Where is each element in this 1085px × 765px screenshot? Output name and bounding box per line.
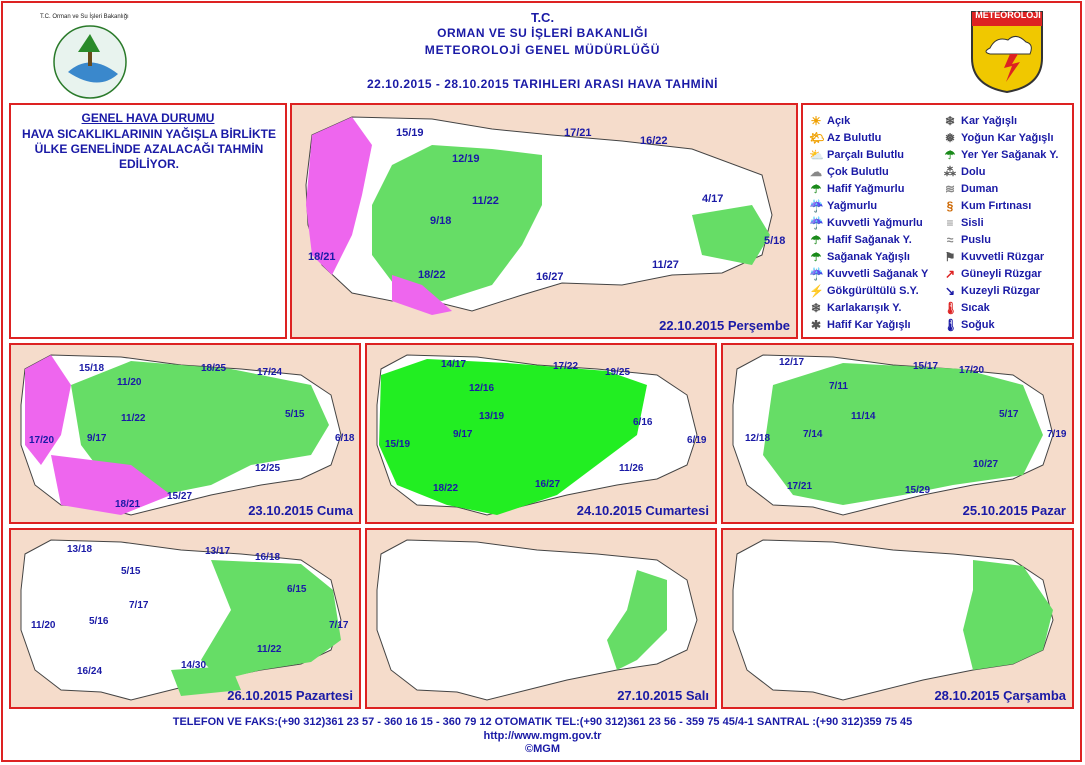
legend-item-snow	[943, 113, 1017, 129]
smoke-icon: ≋	[944, 182, 956, 196]
temp-label: 11/26	[619, 463, 644, 474]
temp-label: 12/25	[255, 463, 281, 474]
strong-wind-icon: ⚑	[944, 250, 956, 264]
legend-item-smoke	[943, 181, 998, 197]
legend-label: Kuvvetli Rüzgar	[961, 251, 1045, 263]
temp-label: 14/30	[181, 660, 207, 671]
turkey-map-day5	[11, 530, 359, 707]
map-date-day3: 24.10.2015 Cumartesi	[576, 503, 709, 518]
legend-label: Sıcak	[961, 302, 990, 314]
hot-thermometer-icon: 🌡	[943, 301, 959, 315]
legend-label: Çok Bulutlu	[827, 166, 889, 178]
shower-icon: ☂	[810, 250, 822, 264]
temp-label: 12/18	[745, 433, 771, 444]
temp-label: 17/24	[257, 367, 283, 378]
temp-label: 15/19	[396, 127, 424, 139]
temp-label: 13/19	[479, 411, 505, 422]
temp-label: 9/17	[87, 433, 107, 444]
temp-label: 6/15	[287, 584, 307, 595]
legend-item-north-wind	[943, 283, 1040, 299]
legend-label: Duman	[961, 183, 999, 195]
light-rain-icon: ☂	[810, 182, 822, 196]
legend-label: Kuvvetli Yağmurlu	[827, 217, 923, 229]
temp-label: 7/19	[1047, 429, 1067, 440]
website-link[interactable]: http://www.mgm.gov.tr	[483, 730, 602, 742]
temp-label: 14/17	[441, 359, 467, 370]
general-weather-box	[9, 103, 287, 339]
temp-label: 12/16	[469, 383, 495, 394]
legend-item-hot	[943, 300, 990, 316]
temp-label: 5/16	[89, 616, 109, 627]
header-forecast-range: 22.10.2015 - 28.10.2015 TARIHLERI ARASI HAVA TAHMİNİ	[367, 77, 718, 91]
legend-label: Gökgürültülü S.Y.	[827, 285, 919, 297]
legend-label: Puslu	[961, 234, 991, 246]
temp-label: 17/22	[553, 361, 579, 372]
legend-item-light-shower	[809, 232, 912, 248]
legend-label: Sağanak Yağışlı	[827, 251, 910, 263]
temp-label: 17/20	[29, 435, 55, 446]
temp-label: 7/17	[129, 600, 149, 611]
legend-item-cloudy	[809, 164, 889, 180]
temp-label: 18/22	[433, 483, 459, 494]
temp-label: 16/24	[77, 666, 103, 677]
legend-label: Kuzeyli Rüzgar	[961, 285, 1040, 297]
temp-label: 18/25	[201, 363, 227, 374]
legend-label: Kuvvetli Sağanak Y	[827, 268, 929, 280]
temp-label: 11/20	[31, 620, 56, 631]
meteoroloji-logo-text: METEOROLOJİ	[975, 10, 1041, 20]
temp-label: 7/17	[329, 620, 349, 631]
legend-item-light-snow	[809, 317, 911, 333]
turkey-map-day3	[367, 345, 715, 522]
snow-icon: ❄	[944, 114, 956, 128]
legend-label: Yağmurlu	[827, 200, 878, 212]
temp-label: 16/27	[535, 479, 561, 490]
scattered-shower-icon: ☂	[944, 148, 956, 162]
legend-item-hail	[943, 164, 985, 180]
map-date-day4: 25.10.2015 Pazar	[962, 503, 1066, 518]
legend-label: Kar Yağışlı	[961, 115, 1018, 127]
legend-item-thunderstorm	[809, 283, 919, 299]
legend-box	[801, 103, 1074, 339]
temp-label: 16/18	[255, 552, 281, 563]
contact-phones: TELEFON VE FAKS:(+90 312)361 23 57 - 360 16 15 - 360 79 12 OTOMATIK TEL:(+90 312)361 23 56 - 359 75 45/4-1 SANTRAL :(+90 312)359 75 45	[172, 716, 913, 728]
temp-label: 5/17	[999, 409, 1019, 420]
turkey-map-day7	[723, 530, 1072, 707]
temp-label: 17/21	[564, 127, 592, 139]
temp-label: 12/17	[779, 357, 805, 368]
legend-item-cold	[943, 317, 995, 333]
forecast-map-day3	[365, 343, 717, 524]
cold-thermometer-icon: 🌡	[943, 318, 959, 332]
map-date-day6: 27.10.2015 Salı	[617, 688, 709, 703]
temp-label: 17/20	[959, 365, 985, 376]
temp-label: 13/18	[67, 544, 93, 555]
light-snow-icon: ✱	[810, 318, 822, 332]
forecast-map-day7	[721, 528, 1074, 709]
legend-label: Dolu	[961, 166, 986, 178]
sun-small-cloud-icon: 🌤	[809, 131, 825, 145]
legend-item-sandstorm	[943, 198, 1031, 214]
temp-label: 9/17	[453, 429, 473, 440]
forecast-map-day5	[9, 528, 361, 709]
general-weather-title: GENEL HAVA DURUMU	[81, 111, 215, 125]
mist-icon: ≈	[946, 233, 954, 247]
legend-item-heavy-snow	[943, 130, 1054, 146]
legend-item-strong-wind	[943, 249, 1044, 265]
sun-icon: ☀	[810, 114, 822, 128]
map-date-day7: 28.10.2015 Çarşamba	[934, 688, 1066, 703]
legend-label: Yoğun Kar Yağışlı	[961, 132, 1054, 144]
header-ministry: ORMAN VE SU İŞLERİ BAKANLIĞI	[437, 26, 648, 40]
legend-label: Hafif Sağanak Y.	[827, 234, 912, 246]
temp-label: 11/27	[652, 259, 679, 271]
temp-label: 11/14	[851, 411, 876, 422]
forecast-map-day6	[365, 528, 717, 709]
legend-item-clear	[809, 113, 850, 129]
temp-label: 18/22	[418, 269, 446, 281]
light-shower-icon: ☂	[810, 233, 822, 247]
heavy-rain-icon: ☔	[809, 216, 824, 230]
legend-item-partly-cloudy	[809, 147, 904, 163]
legend-label: Hafif Yağmurlu	[827, 183, 905, 195]
legend-item-mist	[943, 232, 991, 248]
temp-label: 15/27	[167, 491, 193, 502]
temp-label: 15/29	[905, 485, 931, 496]
temp-label: 11/22	[121, 413, 146, 424]
legend-label: Güneyli Rüzgar	[961, 268, 1042, 280]
temp-label: 5/18	[764, 235, 786, 247]
heavy-snow-icon: ❅	[944, 131, 956, 145]
temp-label: 5/15	[285, 409, 305, 420]
legend-item-heavy-rain	[809, 215, 923, 231]
temp-label: 16/22	[640, 135, 668, 147]
cloud-icon: ☁	[810, 165, 822, 179]
legend-item-rain	[809, 198, 877, 214]
temp-label: 11/22	[472, 195, 499, 207]
header-tc: T.C.	[530, 10, 555, 25]
legend-label: Hafif Kar Yağışlı	[827, 319, 911, 331]
temp-label: 6/16	[633, 417, 653, 428]
temp-label: 12/19	[452, 153, 480, 165]
north-wind-icon: ↘	[944, 284, 956, 298]
temp-label: 6/19	[687, 435, 707, 446]
thunderstorm-icon: ⚡	[809, 284, 824, 298]
south-wind-icon: ↗	[944, 267, 956, 281]
temp-label: 13/17	[205, 546, 231, 557]
temp-label: 7/14	[803, 429, 823, 440]
general-weather-text: HAVA SICAKLIKLARININ YAĞIŞLA BİRLİKTE ÜLKE GENELİNDE AZALACAĞI TAHMİN EDİLİYOR.	[21, 127, 276, 171]
heavy-shower-icon: ☔	[809, 267, 824, 281]
legend-item-shower	[809, 249, 910, 265]
map-date-day1: 22.10.2015 Perşembe	[659, 318, 790, 333]
temp-label: 15/17	[913, 361, 939, 372]
temp-label: 19/25	[605, 367, 631, 378]
temp-label: 18/21	[308, 251, 336, 263]
map-date-day5: 26.10.2015 Pazartesi	[227, 688, 353, 703]
hail-icon: ⁂	[944, 165, 956, 179]
legend-item-south-wind	[943, 266, 1042, 282]
legend-label: Sisli	[961, 217, 984, 229]
fog-icon: ≡	[946, 216, 954, 230]
map-date-day2: 23.10.2015 Cuma	[248, 503, 353, 518]
turkey-map-day6	[367, 530, 715, 707]
legend-label: Açık	[827, 115, 851, 127]
turkey-map-day4	[723, 345, 1072, 522]
temp-label: 6/18	[335, 433, 355, 444]
legend-item-light-rain	[809, 181, 904, 197]
copyright: ©MGM	[525, 743, 560, 755]
legend-label: Parçalı Bulutlu	[827, 149, 905, 161]
temp-label: 5/15	[121, 566, 141, 577]
temp-label: 7/11	[829, 381, 848, 392]
forecast-map-day4	[721, 343, 1074, 524]
legend-item-few-clouds	[809, 130, 881, 146]
rain-icon: ☔	[809, 199, 824, 213]
sun-cloud-icon: ⛅	[809, 148, 824, 162]
turkey-map-day1	[292, 105, 796, 337]
legend-label: Kum Fırtınası	[961, 200, 1032, 212]
ministry-logo-text: T.C. Orman ve Su İşleri Bakanlığı	[40, 14, 129, 20]
legend-item-scattered-shower	[943, 147, 1058, 163]
legend-label: Az Bulutlu	[827, 132, 882, 144]
legend-item-sleet	[809, 300, 901, 316]
temp-label: 17/21	[787, 481, 813, 492]
forecast-map-day1	[290, 103, 798, 339]
temp-label: 15/18	[79, 363, 105, 374]
temp-label: 9/18	[430, 215, 452, 227]
legend-item-heavy-shower	[809, 266, 928, 282]
temp-label: 16/27	[536, 271, 564, 283]
legend-item-fog	[943, 215, 984, 231]
legend-label: Soğuk	[961, 319, 995, 331]
temp-label: 15/19	[385, 439, 411, 450]
temp-label: 10/27	[973, 459, 999, 470]
header-directorate: METEOROLOJİ GENEL MÜDÜRLÜĞÜ	[424, 43, 661, 57]
sandstorm-icon: §	[946, 199, 954, 213]
temp-label: 4/17	[702, 193, 724, 205]
legend-label: Yer Yer Sağanak Y.	[961, 149, 1059, 161]
sleet-icon: ❄	[810, 301, 822, 315]
forecast-map-day2	[9, 343, 361, 524]
legend-label: Karlakarışık Y.	[827, 302, 902, 314]
temp-label: 18/21	[115, 499, 141, 510]
temp-label: 11/22	[257, 644, 282, 655]
temp-label: 11/20	[117, 377, 142, 388]
